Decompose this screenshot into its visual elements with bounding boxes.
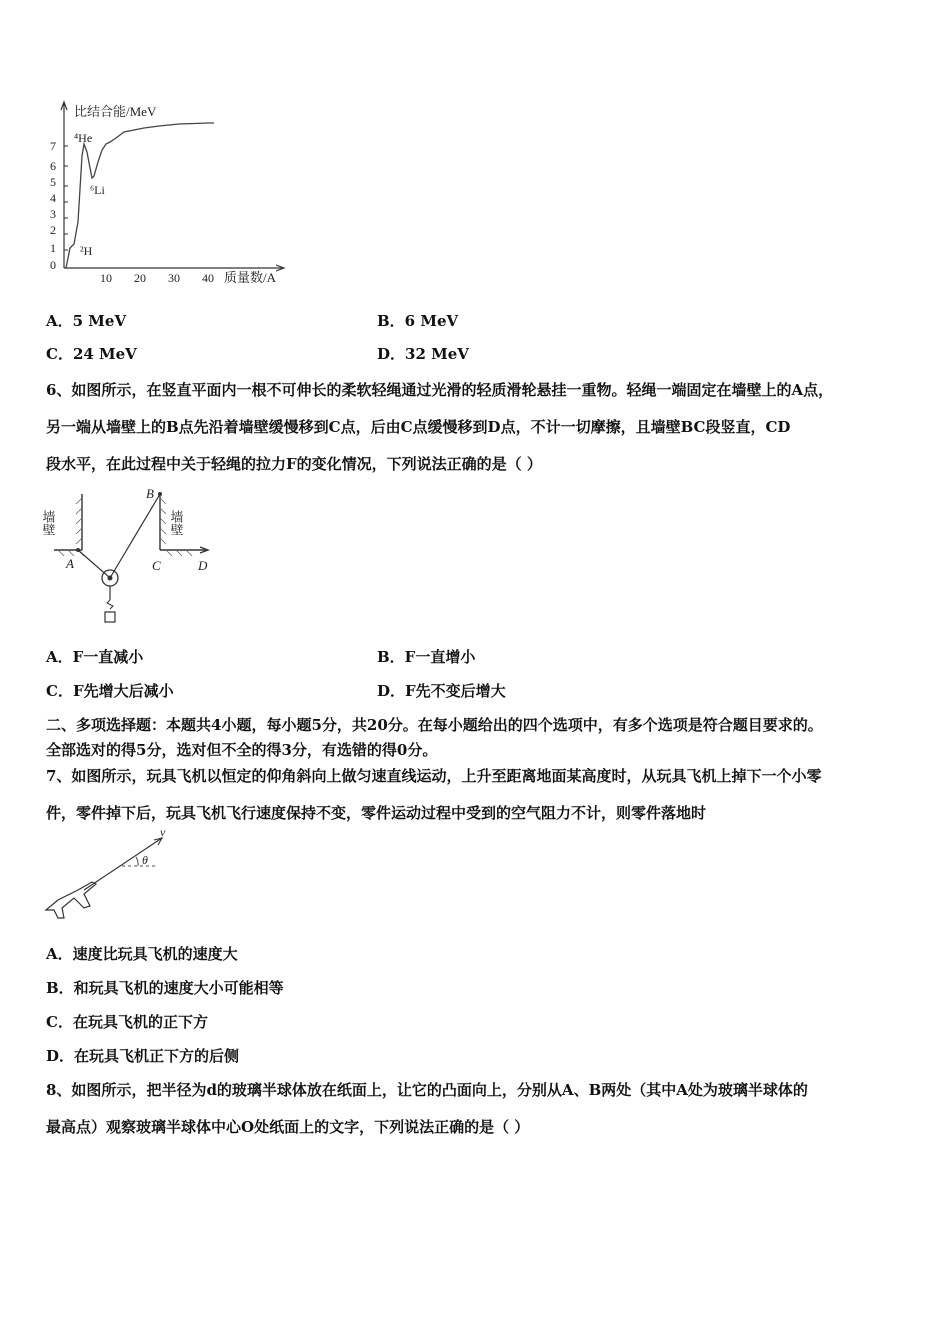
svg-text:B: B bbox=[146, 486, 154, 501]
q7-option-b: B．和玩具飞机的速度大小可能相等 bbox=[46, 979, 284, 997]
svg-text:40: 40 bbox=[202, 271, 214, 285]
q5-option-d: D．32 MeV bbox=[377, 345, 469, 363]
svg-text:D: D bbox=[198, 558, 208, 573]
svg-text:2: 2 bbox=[50, 223, 56, 237]
svg-text:5: 5 bbox=[50, 175, 56, 189]
q6-text-line3: 段水平，在此过程中关于轻绳的拉力F的变化情况，下列说法正确的是（ ） bbox=[46, 455, 542, 473]
q5-option-b: B．6 MeV bbox=[377, 312, 459, 330]
svg-text:C: C bbox=[152, 558, 161, 573]
svg-text:3: 3 bbox=[50, 207, 56, 221]
svg-text:墙壁: 墙壁 bbox=[40, 510, 56, 536]
svg-text:20: 20 bbox=[134, 271, 146, 285]
velocity-arrow bbox=[84, 838, 162, 890]
q5-option-a: A．5 MeV bbox=[46, 312, 127, 330]
svg-text:0: 0 bbox=[50, 258, 56, 272]
svg-text:⁶Li: ⁶Li bbox=[90, 183, 105, 197]
q6-text-line1: 6、如图所示，在竖直平面内一根不可伸长的柔软轻绳通过光滑的轻质滑轮悬挂一重物。轻绳一端固定在墙壁上的A点， bbox=[46, 381, 834, 399]
svg-text:θ: θ bbox=[142, 853, 148, 867]
q6-option-a: A．F一直减小 bbox=[46, 648, 144, 666]
svg-text:1: 1 bbox=[50, 241, 56, 255]
rope bbox=[78, 494, 160, 578]
q8-text-line2: 最高点）观察玻璃半球体中心O处纸面上的文字，下列说法正确的是（ ） bbox=[46, 1118, 530, 1136]
section2-heading-line1: 二、多项选择题：本题共4小题，每小题5分，共20分。在每小题给出的四个选项中，有多个选项是符合题目要求的。 bbox=[46, 716, 823, 734]
svg-text:4: 4 bbox=[50, 191, 56, 205]
svg-text:10: 10 bbox=[100, 271, 112, 285]
q7-text-line1: 7、如图所示，玩具飞机以恒定的仰角斜向上做匀速直线运动，上升至距离地面某高度时，从玩具飞机上掉下一个小零 bbox=[46, 767, 822, 785]
toy-plane-figure bbox=[44, 825, 214, 923]
q7-option-c: C．在玩具飞机的正下方 bbox=[46, 1013, 208, 1031]
q6-text-line2: 另一端从墙壁上的B点先沿着墙壁缓慢移到C点，后由C点缓慢移到D点，不计一切摩擦，且墙壁BC段竖直，CD bbox=[46, 418, 791, 436]
q7-option-a: A．速度比玩具飞机的速度大 bbox=[46, 945, 238, 963]
q5-option-c: C．24 MeV bbox=[46, 345, 137, 363]
svg-text:²H: ²H bbox=[80, 244, 93, 258]
svg-text:30: 30 bbox=[168, 271, 180, 285]
q6-option-b: B．F一直增小 bbox=[377, 648, 476, 666]
svg-text:6: 6 bbox=[50, 159, 56, 173]
svg-text:7: 7 bbox=[50, 139, 56, 153]
pulley-figure bbox=[40, 486, 224, 628]
binding-energy-figure bbox=[44, 98, 294, 288]
section2-heading-line2: 全部选对的得5分，选对但不全的得3分，有选错的得0分。 bbox=[46, 741, 438, 759]
svg-text:墙壁: 墙壁 bbox=[168, 510, 184, 536]
q7-text-line2: 件，零件掉下后，玩具飞机飞行速度保持不变，零件运动过程中受到的空气阻力不计，则零件落地时 bbox=[46, 804, 707, 822]
q7-option-d: D．在玩具飞机正下方的后侧 bbox=[46, 1047, 240, 1065]
q6-option-c: C．F先增大后减小 bbox=[46, 682, 174, 700]
svg-text:⁴He: ⁴He bbox=[74, 131, 93, 145]
weight bbox=[105, 612, 115, 622]
x-axis-label: 质量数/A bbox=[224, 270, 277, 285]
svg-text:A: A bbox=[66, 556, 74, 571]
q6-option-d: D．F先不变后增大 bbox=[377, 682, 506, 700]
q8-text-line1: 8、如图所示，把半径为d的玻璃半球体放在纸面上，让它的凸面向上，分别从A、B两处（其中A处为玻璃半球体的 bbox=[46, 1081, 808, 1099]
y-axis-label: 比结合能/MeV bbox=[74, 104, 157, 119]
svg-text:v: v bbox=[160, 825, 166, 839]
